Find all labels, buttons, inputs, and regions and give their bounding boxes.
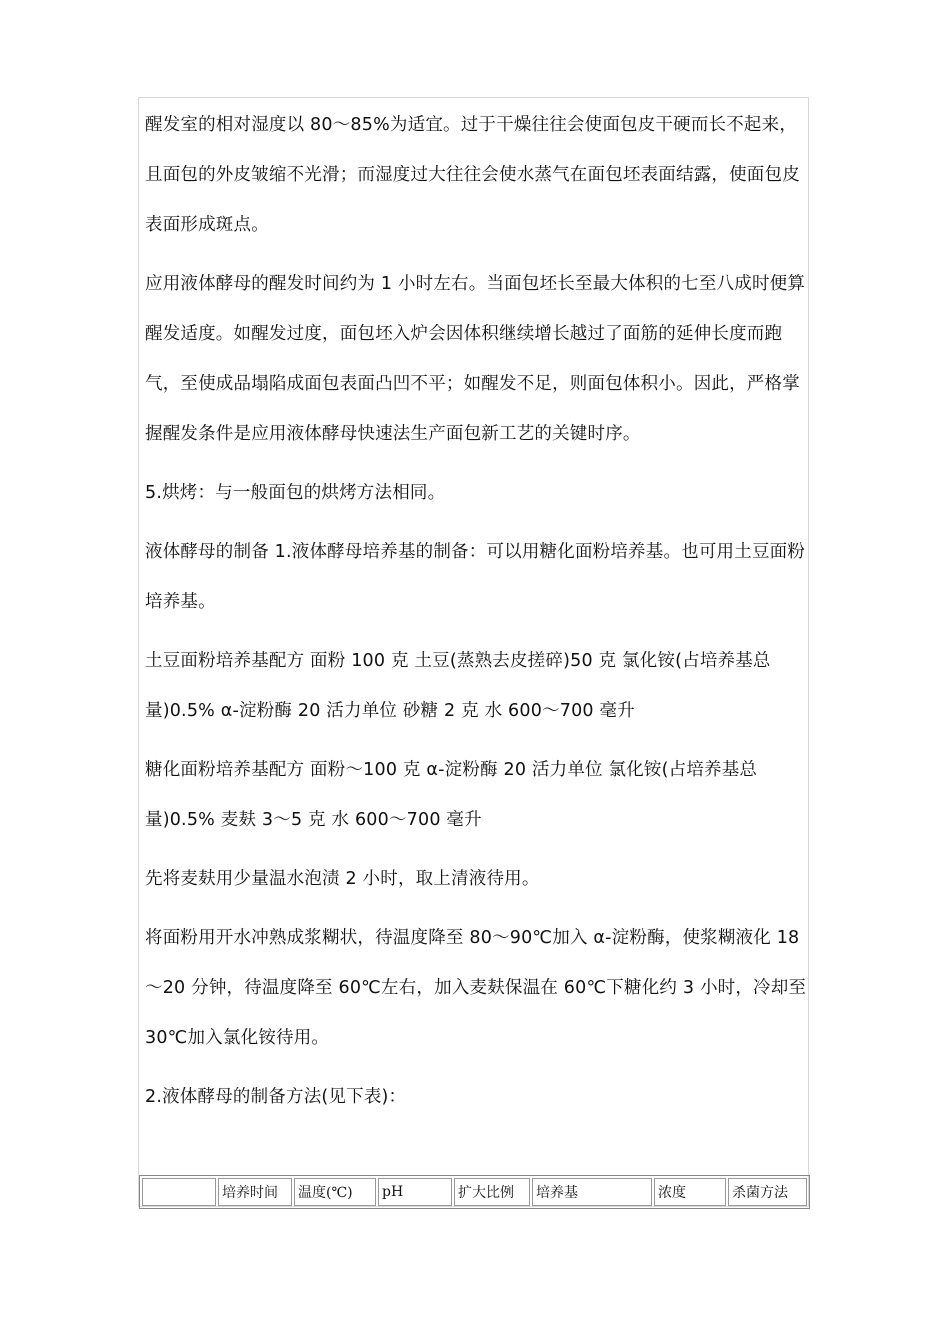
table-header-cell: pH: [378, 1178, 452, 1206]
paragraph-yeast-method: 2.液体酵母的制备方法(见下表)：: [145, 1087, 407, 1107]
table-header-cell: 培养基: [532, 1178, 652, 1206]
table-header-row: [142, 1178, 807, 1206]
table-header-cell: 培养时间: [218, 1178, 292, 1206]
paragraph-bran-soak: 先将麦麸用少量温水泡渍 2 小时，取上清液待用。: [145, 869, 540, 889]
paragraph-humidity: 醒发室的相对湿度以 80～85%为适宜。过于干燥往往会使面包皮干硬而长不起来，且面包的外皮皱缩不光滑；而湿度过大往往会使水蒸气在面包坯表面结露，使面包皮表面形成斑点。: [145, 115, 800, 235]
paragraph-potato-recipe: 土豆面粉培养基配方 面粉 100 克 土豆(蒸熟去皮搓碎)50 克 氯化铵(占培养基总量)0.5% α-淀粉酶 20 活力单位 砂糖 2 克 水 600～700 毫升: [145, 651, 771, 721]
table-header-cell: 扩大比例: [454, 1178, 530, 1206]
document-body: [145, 100, 810, 1131]
paragraph-proofing-time: 应用液体酵母的醒发时间约为 1 小时左右。当面包坯长至最大体积的七至八成时便算醒发适度。如醒发过度，面包坯入炉会因体积继续增长越过了面筋的延伸长度而跑气，至使成品塌陷成面包表面凸凹不平；如醒发不足，则面包体积小。因此，严格掌握醒发条件是应用液体酵母快速法生产面包新工艺的关键时序。: [145, 274, 806, 444]
table-header-cell: 杀菌方法: [728, 1178, 807, 1206]
table-header-cell: 温度(℃): [294, 1178, 376, 1206]
table-header-cell: [142, 1178, 216, 1206]
paragraph-baking: 5.烘烤：与一般面包的烘烤方法相同。: [145, 483, 446, 503]
paragraph-medium-prep: 液体酵母的制备 1.液体酵母培养基的制备：可以用糖化面粉培养基。也可用土豆面粉培养基。: [145, 542, 806, 612]
table-header-cell: 浓度: [654, 1178, 726, 1206]
preparation-table: [139, 1175, 810, 1209]
paragraph-flour-process: 将面粉用开水冲熟成浆糊状，待温度降至 80～90℃加入 α-淀粉酶，使浆糊液化 18～20 分钟，待温度降至 60℃左右，加入麦麸保温在 60℃下糖化约 3 小时，冷却至 30℃加入氯化铵待用。: [145, 928, 807, 1048]
paragraph-saccharified-recipe: 糖化面粉培养基配方 面粉～100 克 α-淀粉酶 20 活力单位 氯化铵(占培养基总量)0.5% 麦麸 3～5 克 水 600～700 毫升: [145, 760, 758, 830]
